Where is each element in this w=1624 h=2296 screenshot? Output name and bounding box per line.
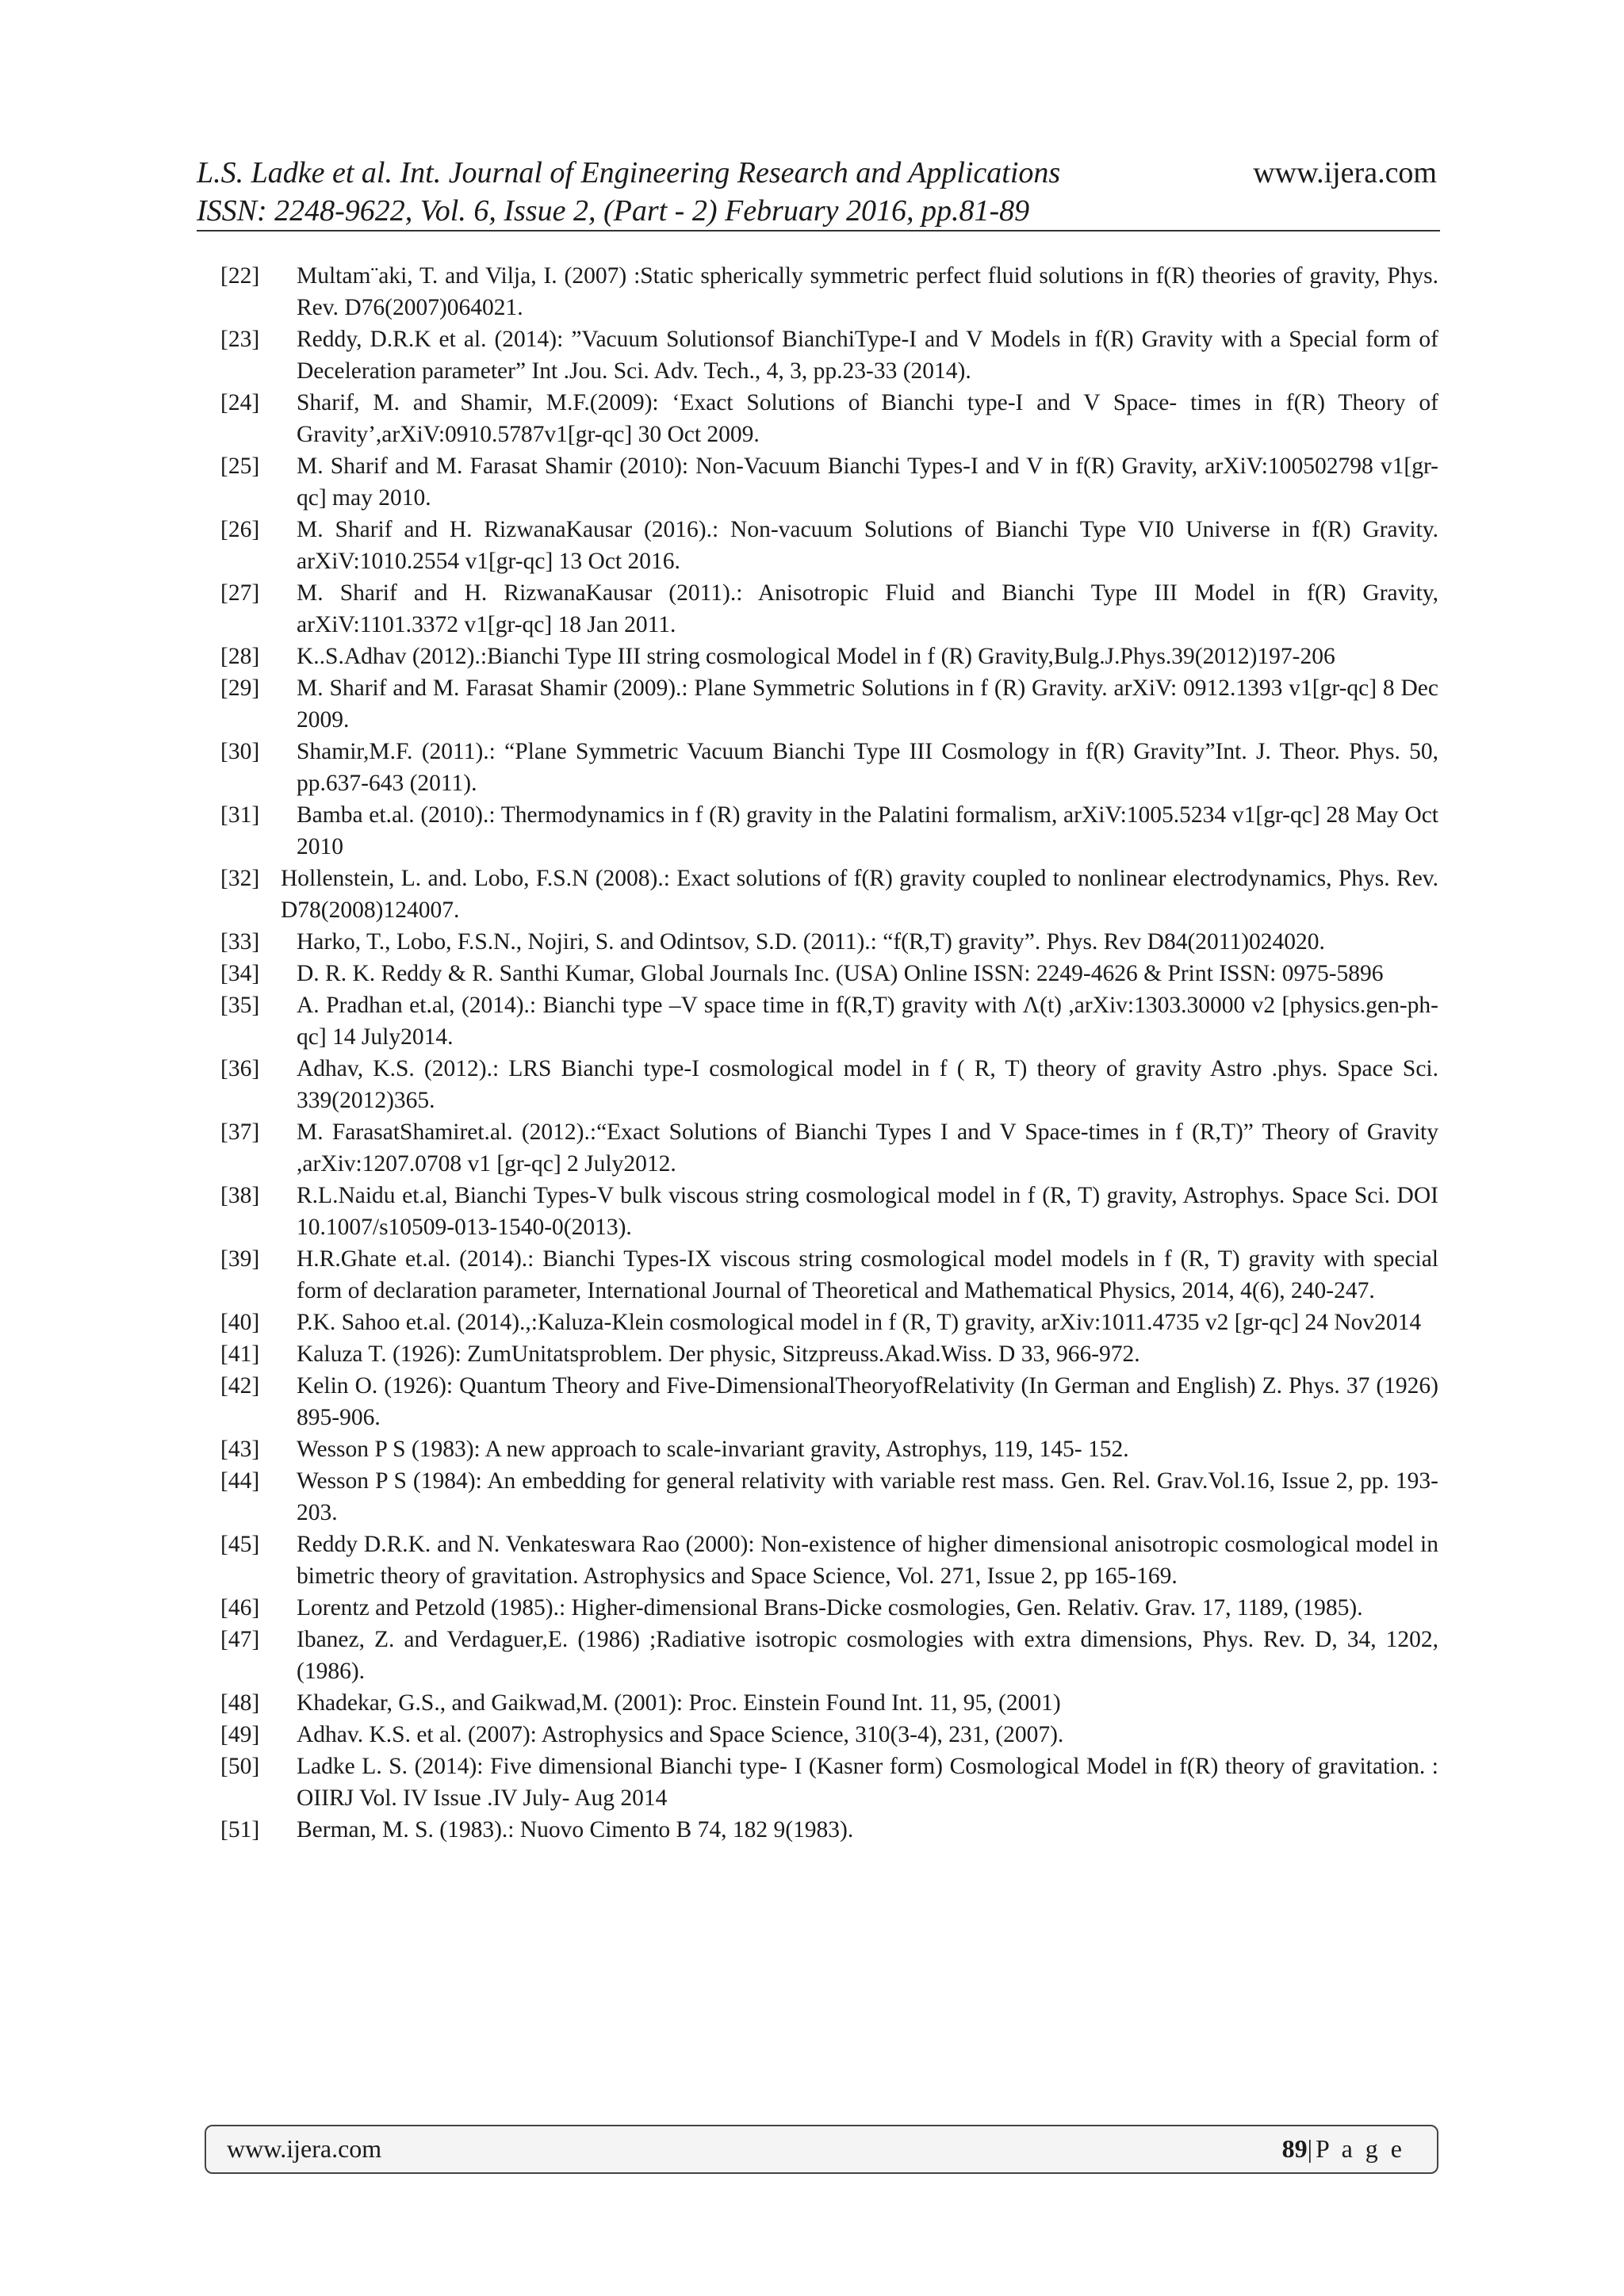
reference-number: [31] [220, 802, 260, 828]
reference-number: [37] [220, 1119, 260, 1145]
reference-text: Shamir,M.F. (2011).: “Plane Symmetric Vacuum Bianchi Type III Cosmology in f(R) Gravity”Int. J. Theor. Phys. 50, pp.637-643 (2011). [297, 739, 1438, 796]
reference-text: D. R. K. Reddy & R. Santhi Kumar, Global Journals Inc. (USA) Online ISSN: 2249-4626 & Print ISSN: 0975-5896 [297, 961, 1384, 986]
reference-item [220, 1719, 1438, 1751]
reference-number: [25] [220, 453, 260, 479]
reference-item [220, 1180, 1438, 1243]
reference-item [220, 1814, 1438, 1846]
reference-number: [50] [220, 1754, 260, 1779]
reference-number: [24] [220, 390, 260, 415]
reference-text: Wesson P S (1984): An embedding for general relativity with variable rest mass. Gen. Rel. Grav.Vol.16, Issue 2, pp. 193-203. [297, 1468, 1438, 1525]
reference-item [220, 799, 1438, 863]
reference-item [220, 387, 1438, 450]
reference-text: A. Pradhan et.al, (2014).: Bianchi type –V space time in f(R,T) gravity with Λ(t) ,arXiv:1303.30000 v2 [physics.gen-ph-qc] 14 July2014. [297, 993, 1438, 1050]
reference-item [220, 1592, 1438, 1624]
page-word: |P a g e [1307, 2134, 1405, 2163]
reference-item [220, 577, 1438, 641]
reference-number: [47] [220, 1627, 260, 1652]
reference-number: [46] [220, 1595, 260, 1621]
reference-number: [40] [220, 1310, 260, 1335]
page-number: 89 [1281, 2134, 1308, 2163]
reference-number: [29] [220, 675, 260, 701]
reference-text: Kaluza T. (1926): ZumUnitatsproblem. Der physic, Sitzpreuss.Akad.Wiss. D 33, 966-972. [297, 1341, 1140, 1367]
reference-text: Wesson P S (1983): A new approach to scale-invariant gravity, Astrophys, 119, 145- 152. [297, 1437, 1129, 1462]
reference-number: [39] [220, 1246, 260, 1272]
running-header [197, 154, 1437, 230]
reference-number: [44] [220, 1468, 260, 1494]
reference-text: Adhav. K.S. et al. (2007): Astrophysics and Space Science, 310(3-4), 231, (2007). [297, 1722, 1064, 1747]
reference-item [220, 450, 1438, 514]
reference-number: [28] [220, 644, 260, 669]
reference-item [220, 1465, 1438, 1529]
reference-text: Ladke L. S. (2014): Five dimensional Bianchi type- I (Kasner form) Cosmological Model in f(R) theory of gravitation. : OIIRJ Vol. IV Issue .IV July- Aug 2014 [297, 1754, 1438, 1811]
reference-number: [48] [220, 1690, 260, 1716]
reference-item [220, 1624, 1438, 1687]
reference-text: Kelin O. (1926): Quantum Theory and Five-DimensionalTheoryofRelativity (In German and English) Z. Phys. 37 (1926) 895-906. [297, 1373, 1438, 1430]
reference-item [220, 1338, 1438, 1370]
footer-site-link[interactable]: www.ijera.com [227, 2134, 382, 2163]
reference-item [220, 736, 1438, 799]
reference-number: [51] [220, 1817, 260, 1843]
reference-text: M. Sharif and M. Farasat Shamir (2010): Non-Vacuum Bianchi Types-I and V in f(R) Gravity, arXiV:100502798 v1[gr-qc] may 2010. [297, 453, 1438, 511]
reference-item [220, 1751, 1438, 1814]
reference-text: Berman, M. S. (1983).: Nuovo Cimento B 74, 182 9(1983). [297, 1817, 854, 1843]
reference-item [220, 926, 1438, 958]
reference-text: Sharif, M. and Shamir, M.F.(2009): ‘Exact Solutions of Bianchi type-I and V Space- times in f(R) Theory of Gravity’,arXiV:0910.5787v1[gr-qc] 30 Oct 2009. [297, 390, 1438, 447]
reference-number: [33] [220, 929, 260, 955]
reference-text: Ibanez, Z. and Verdaguer,E. (1986) ;Radiative isotropic cosmologies with extra dimensions, Phys. Rev. D, 34, 1202, (1986). [297, 1627, 1438, 1684]
header-issn-line: ISSN: 2248-9622, Vol. 6, Issue 2, (Part - 2) February 2016, pp.81-89 [197, 194, 1030, 228]
reference-text: Hollenstein, L. and. Lobo, F.S.N (2008).: Exact solutions of f(R) gravity coupled to nonlinear electrodynamics, Phys. Rev. D78(2008)124007. [281, 866, 1438, 923]
reference-item [220, 323, 1438, 387]
reference-text: H.R.Ghate et.al. (2014).: Bianchi Types-IX viscous string cosmological model models in f (R, T) gravity with special form of declaration parameter, International Journal of Theoretical and Mathematical Physics, 2014, 4(6), 240-247. [297, 1246, 1438, 1303]
reference-text: Harko, T., Lobo, F.S.N., Nojiri, S. and Odintsov, S.D. (2011).: “f(R,T) gravity”. Phys. Rev D84(2011)024020. [297, 929, 1325, 955]
reference-number: [49] [220, 1722, 260, 1747]
page-footer [205, 2125, 1438, 2174]
reference-number: [22] [220, 263, 260, 289]
reference-item [220, 1053, 1438, 1116]
header-rule [197, 230, 1440, 232]
reference-number: [34] [220, 961, 260, 986]
reference-number: [43] [220, 1437, 260, 1462]
reference-text: R.L.Naidu et.al, Bianchi Types-V bulk viscous string cosmological model in f (R, T) gravity, Astrophys. Space Sci. DOI 10.1007/s10509-013-1540-0(2013). [297, 1183, 1438, 1240]
reference-item [220, 1307, 1438, 1338]
reference-text: Lorentz and Petzold (1985).: Higher-dimensional Brans-Dicke cosmologies, Gen. Relativ. Grav. 17, 1189, (1985). [297, 1595, 1363, 1621]
reference-number: [42] [220, 1373, 260, 1399]
reference-number: [41] [220, 1341, 260, 1367]
reference-text: P.K. Sahoo et.al. (2014).,:Kaluza-Klein cosmological model in f (R, T) gravity, arXiv:1011.4735 v2 [gr-qc] 24 Nov2014 [297, 1310, 1422, 1335]
reference-text: K..S.Adhav (2012).:Bianchi Type III string cosmological Model in f (R) Gravity,Bulg.J.Phys.39(2012)197-206 [297, 644, 1335, 669]
footer-page-label [1282, 2134, 1405, 2164]
reference-number: [27] [220, 580, 260, 606]
reference-list [220, 260, 1438, 1846]
reference-item [220, 1370, 1438, 1433]
reference-item [220, 958, 1438, 989]
reference-text: Khadekar, G.S., and Gaikwad,M. (2001): Proc. Einstein Found Int. 11, 95, (2001) [297, 1690, 1061, 1716]
reference-text: M. FarasatShamiret.al. (2012).:“Exact Solutions of Bianchi Types I and V Space-times in f (R,T)” Theory of Gravity ,arXiv:1207.0708 v1 [gr-qc] 2 July2012. [297, 1119, 1438, 1177]
reference-number: [23] [220, 327, 260, 352]
reference-item [220, 989, 1438, 1053]
reference-number: [32] [220, 866, 260, 891]
reference-item [220, 1116, 1438, 1180]
reference-text: Multam¨aki, T. and Vilja, I. (2007) :Static spherically symmetric perfect fluid solutions in f(R) theories of gravity, Phys. Rev. D76(2007)064021. [297, 263, 1438, 320]
header-journal-line: L.S. Ladke et al. Int. Journal of Engineering Research and Applications [197, 156, 1061, 189]
header-site-link[interactable]: www.ijera.com [1253, 156, 1437, 189]
reference-item [220, 1243, 1438, 1307]
reference-text: Reddy D.R.K. and N. Venkateswara Rao (2000): Non-existence of higher dimensional anisotropic cosmological model in bimetric theory of gravitation. Astrophysics and Space Science, Vol. 271, Issue 2, pp 165-169. [297, 1532, 1438, 1589]
reference-text: Adhav, K.S. (2012).: LRS Bianchi type-I cosmological model in f ( R, T) theory of gravity Astro .phys. Space Sci. 339(2012)365. [297, 1056, 1438, 1113]
reference-text: Bamba et.al. (2010).: Thermodynamics in f (R) gravity in the Palatini formalism, arXiV:1005.5234 v1[gr-qc] 28 May Oct 2010 [297, 802, 1438, 859]
reference-text: Reddy, D.R.K et al. (2014): ”Vacuum Solutionsof BianchiType-I and V Models in f(R) Gravity with a Special form of Deceleration parameter” Int .Jou. Sci. Adv. Tech., 4, 3, pp.23-33 (2014). [297, 327, 1438, 384]
reference-number: [36] [220, 1056, 260, 1081]
reference-item [220, 863, 1438, 926]
reference-item [220, 641, 1438, 672]
reference-number: [35] [220, 993, 260, 1018]
reference-item [220, 672, 1438, 736]
reference-number: [30] [220, 739, 260, 764]
reference-text: M. Sharif and H. RizwanaKausar (2016).: Non-vacuum Solutions of Bianchi Type VI0 Universe in f(R) Gravity. arXiV:1010.2554 v1[gr-qc] 13 Oct 2016. [297, 517, 1438, 574]
reference-item [220, 1687, 1438, 1719]
reference-number: [26] [220, 517, 260, 542]
reference-item [220, 1529, 1438, 1592]
reference-number: [38] [220, 1183, 260, 1208]
reference-item [220, 1433, 1438, 1465]
reference-item [220, 260, 1438, 323]
reference-number: [45] [220, 1532, 260, 1557]
reference-text: M. Sharif and H. RizwanaKausar (2011).: Anisotropic Fluid and Bianchi Type III Model in f(R) Gravity, arXiV:1101.3372 v1[gr-qc] 18 Jan 2011. [297, 580, 1438, 637]
reference-text: M. Sharif and M. Farasat Shamir (2009).: Plane Symmetric Solutions in f (R) Gravity. arXiV: 0912.1393 v1[gr-qc] 8 Dec 2009. [297, 675, 1438, 733]
reference-item [220, 514, 1438, 577]
